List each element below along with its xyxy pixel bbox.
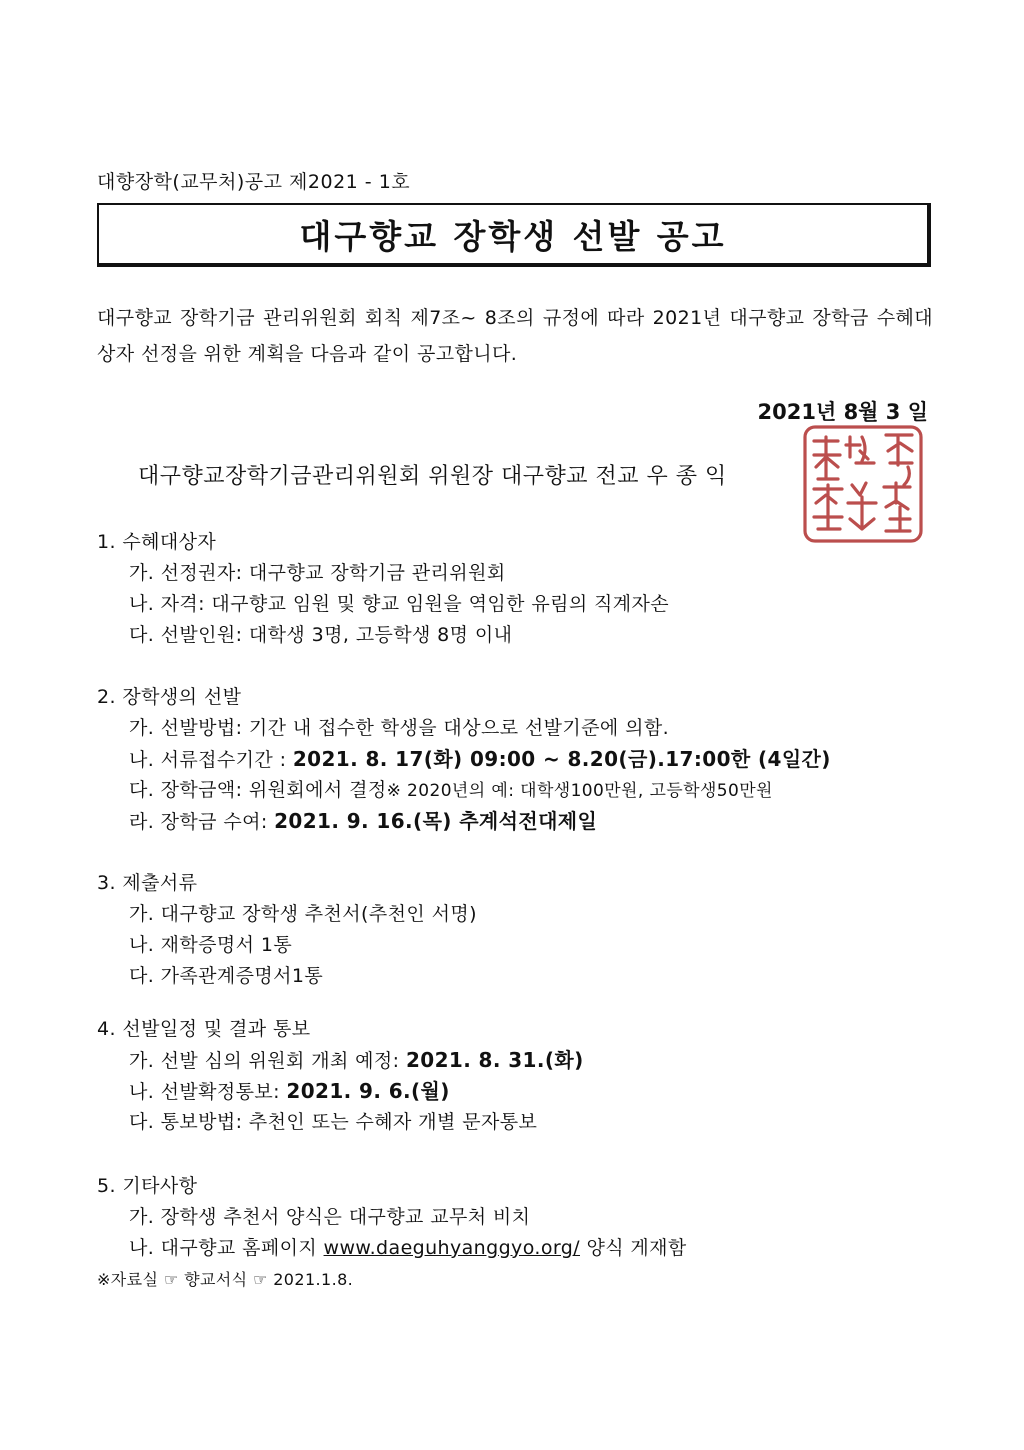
list-item xyxy=(97,1233,687,1264)
list-item: 다. 선발인원: 대학생 3명, 고등학생 8명 이내 xyxy=(129,624,513,646)
list-item xyxy=(97,806,831,837)
section-heading: 1. 수혜대상자 xyxy=(97,531,217,553)
section-heading: 4. 선발일정 및 결과 통보 xyxy=(97,1018,311,1040)
section-3 xyxy=(97,868,477,992)
intro-paragraph: 대구향교 장학기금 관리위원회 회칙 제7조~ 8조의 규정에 따라 2021년 대구향교 장학금 수혜대상자 선정을 위한 계획을 다음과 같이 공고합니다. xyxy=(97,307,933,365)
section-1 xyxy=(97,527,669,651)
homepage-link[interactable]: www.daeguhyanggyo.org/ xyxy=(323,1237,580,1259)
list-item xyxy=(97,1045,584,1076)
sender-line: 대구향교장학기금관리위원회 위원장 대구향교 전교 우 종 익 xyxy=(138,464,727,489)
list-item: 다. 가족관계증명서1통 xyxy=(129,965,324,987)
list-item xyxy=(97,1076,584,1107)
application-period: 2021. 8. 17(화) 09:00 ~ 8.20(금).17:00한 (4일간) xyxy=(292,747,831,771)
notification-date: 2021. 9. 6.(월) xyxy=(286,1079,450,1103)
reference-number: 대향장학(교무처)공고 제2021 - 1호 xyxy=(97,171,411,193)
list-item xyxy=(97,744,831,775)
item-label: 나. 선발확정통보: xyxy=(129,1081,287,1103)
list-item: 가. 선정권자: 대구향교 장학기금 관리위원회 xyxy=(129,562,506,584)
item-label: 라. 장학금 수여: xyxy=(129,811,275,833)
amount-example-note: ※ 2020년의 예: 대학생100만원, 고등학생50만원 xyxy=(386,781,773,801)
official-seal-stamp xyxy=(800,423,926,546)
list-item: 나. 자격: 대구향교 임원 및 향교 임원을 역임한 유림의 직계자손 xyxy=(129,593,670,615)
list-item xyxy=(97,775,831,806)
item-label: 나. 대구향교 홈페이지 xyxy=(129,1237,324,1259)
list-item: 가. 대구향교 장학생 추천서(추천인 서명) xyxy=(129,903,477,925)
section-heading: 5. 기타사항 xyxy=(97,1175,198,1197)
award-date: 2021. 9. 16.(목) 추계석전대제일 xyxy=(274,809,598,833)
item-label-suffix: 양식 게재함 xyxy=(580,1237,687,1259)
list-item: 가. 장학생 추천서 양식은 대구향교 교무처 비치 xyxy=(129,1206,531,1228)
page-title: 대구향교 장학생 선발 공고 xyxy=(299,216,727,256)
section-heading: 3. 제출서류 xyxy=(97,872,198,894)
item-label: 나. 서류접수기간 : xyxy=(129,749,293,771)
section-2 xyxy=(97,682,831,837)
footnote: ※자료실 ☞ 향교서식 ☞ 2021.1.8. xyxy=(97,1270,354,1289)
list-item: 가. 선발방법: 기간 내 접수한 학생을 대상으로 선발기준에 의함. xyxy=(129,717,670,739)
list-item: 나. 재학증명서 1통 xyxy=(129,934,293,956)
item-label: 가. 선발 심의 위원회 개최 예정: xyxy=(129,1050,406,1072)
section-4 xyxy=(97,1014,584,1138)
committee-date: 2021. 8. 31.(화) xyxy=(405,1048,584,1072)
list-item: 다. 통보방법: 추천인 또는 수혜자 개별 문자통보 xyxy=(129,1111,538,1133)
section-heading: 2. 장학생의 선발 xyxy=(97,686,242,708)
title-box xyxy=(97,203,931,267)
section-5 xyxy=(97,1171,687,1295)
item-label: 다. 장학금액: 위원회에서 결정 xyxy=(129,779,387,801)
notice-date: 2021년 8월 3 일 xyxy=(757,400,928,424)
